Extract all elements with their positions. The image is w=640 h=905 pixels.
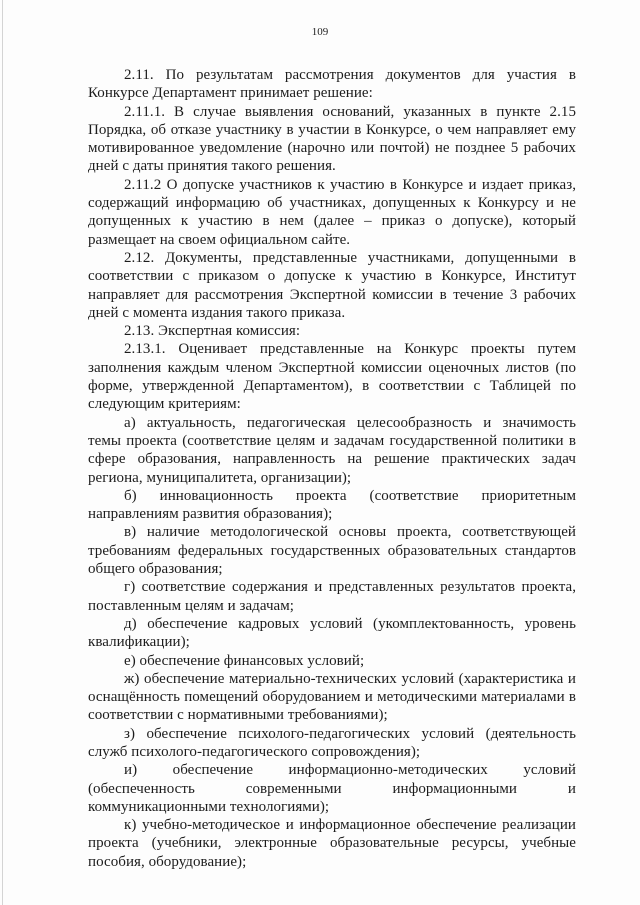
paragraph-2-11: 2.11. По результатам рассмотрения документов для участия в Конкурсе Департамент принимает решение:: [88, 67, 576, 102]
criterion-a: а) актуальность, педагогическая целесообразность и значимость темы проекта (соответствие целям и задачам государственной политики в сфере образования, направленность на решение практических задач региона, муниципалитета, организации);: [88, 414, 576, 486]
paragraph-2-12: 2.12. Документы, представленные участниками, допущенными в соответствии с приказом о допуске к участию в Конкурсе, Институт направляет для рассмотрения Экспертной комиссии в течение 3 рабочих дней с момента издания такого приказа.: [88, 249, 576, 321]
criterion-z: з) обеспечение психолого-педагогических условий (деятельность служб психолого-педагогического сопровождения);: [88, 725, 576, 760]
criterion-d: д) обеспечение кадровых условий (укомплектованность, уровень квалификации);: [88, 615, 576, 651]
criterion-v: в) наличие методологической основы проекта, соответствующей требованиям федеральных государственных образовательных стандартов общего образования;: [88, 524, 576, 578]
scan-edge-line: [2, 0, 3, 905]
paragraph-2-13-1: 2.13.1. Оценивает представленные на Конкурс проекты путем заполнения каждым членом Экспертной комиссии оценочных листов (по форме, утвержденной Департаментом), в соответствии с Таблицей по следующим критериям:: [88, 341, 576, 413]
criterion-e: е) обеспечение финансовых условий;: [124, 652, 365, 669]
paragraph-2-13: 2.13. Экспертная комиссия:: [124, 323, 301, 340]
page-number: 109: [311, 26, 329, 38]
criterion-g: г) соответствие содержания и представленных результатов проекта, поставленным целям и задачам;: [88, 579, 576, 614]
criterion-i: и) обеспечение информационно-методических условий (обеспеченность современными информационными и коммуникационными технологиями);: [88, 762, 576, 815]
document-body: [88, 66, 576, 871]
criterion-zh: ж) обеспечение материально-технических условий (характеристика и оснащённость помещений оборудованием и методическими материалами в соответствии с нормативными требованиями);: [88, 670, 576, 724]
paragraph-2-11-1: 2.11.1. В случае выявления оснований, указанных в пункте 2.15 Порядка, об отказе участнику в участии в Конкурсе, о чем направляет ему мотивированное уведомление (нарочно или почтой) не позднее 5 рабочих дней с даты принятия такого решения.: [88, 103, 576, 175]
criterion-k: к) учебно-методическое и информационное обеспечение реализации проекта (учебники, электронные образовательные ресурсы, учебные пособия, оборудование);: [88, 817, 576, 870]
paragraph-2-11-2: 2.11.2 О допуске участников к участию в Конкурсе и издает приказ, содержащий информацию об участниках, допущенных к Конкурсу и не допущенных к участию в нем (далее – приказ о допуске), который размещает на своем официальном сайте.: [88, 176, 576, 248]
criterion-b: б) инновационность проекта (соответствие приоритетным направлениям развития образования);: [88, 487, 576, 523]
